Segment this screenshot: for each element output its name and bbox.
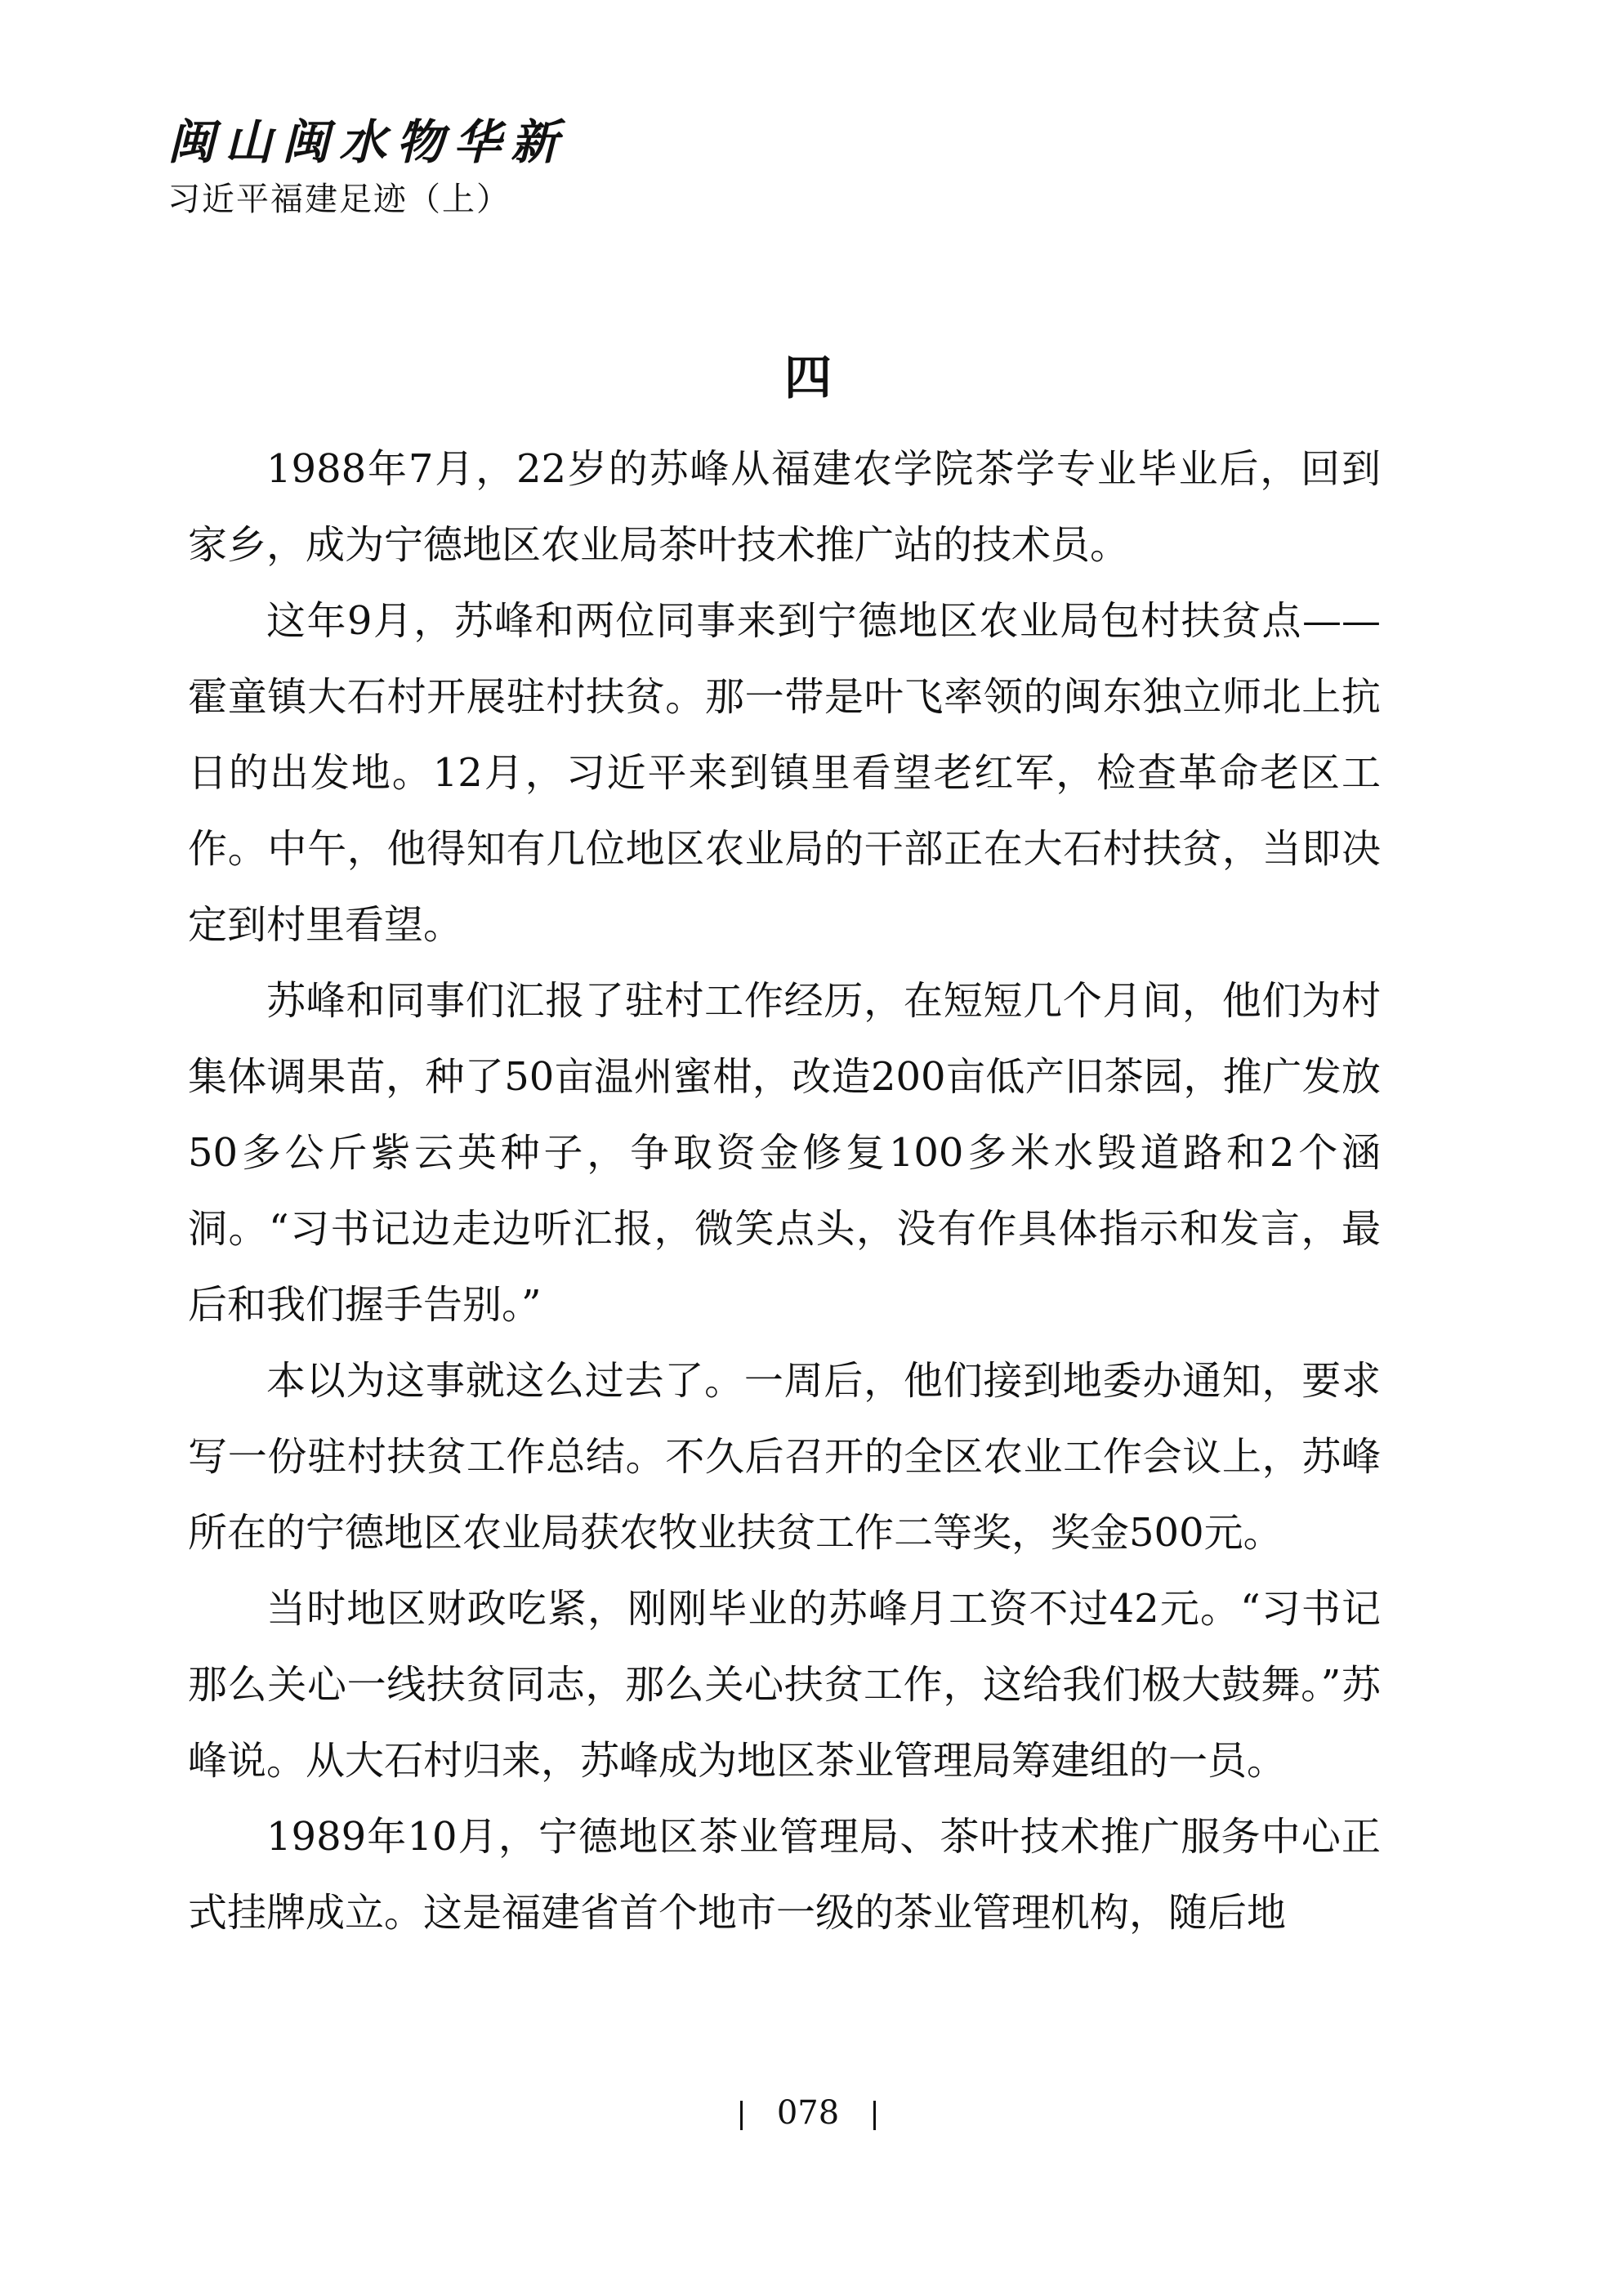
body-text: [188, 431, 1381, 1951]
paragraph: 这年9月，苏峰和两位同事来到宁德地区农业局包村扶贫点——霍童镇大石村开展驻村扶贫。那一带是叶飞率领的闽东独立师北上抗日的出发地。12月，习近平来到镇里看望老红军，检查革命老区工作。中午，他得知有几位地区农业局的干部正在大石村扶贫，当即决定到村里看望。: [188, 598, 1381, 948]
footer-rule-left: [740, 2101, 743, 2130]
running-head: [167, 110, 984, 221]
page-footer: [0, 2088, 1616, 2137]
series-title: 闽山闽水物华新: [167, 114, 569, 170]
paragraph: 1989年10月，宁德地区茶业管理局、茶叶技术推广服务中心正式挂牌成立。这是福建省首个地市一级的茶业管理机构，随后地: [188, 1814, 1381, 1936]
paragraph: 当时地区财政吃紧，刚刚毕业的苏峰月工资不过42元。“习书记那么关心一线扶贫同志，那么关心扶贫工作，这给我们极大鼓舞。”苏峰说。从大石村归来，苏峰成为地区茶业管理局筹建组的一员。: [188, 1586, 1381, 1784]
paragraph: 苏峰和同事们汇报了驻村工作经历，在短短几个月间，他们为村集体调果苗，种了50亩温州蜜柑，改造200亩低产旧茶园，推广发放50多公斤紫云英种子，争取资金修复100多米水毁道路和2个涵洞。“习书记边走边听汇报，微笑点头，没有作具体指示和发言，最后和我们握手告别。”: [188, 978, 1381, 1328]
paragraph: 本以为这事就这么过去了。一周后，他们接到地委办通知，要求写一份驻村扶贫工作总结。不久后召开的全区农业工作会议上，苏峰所在的宁德地区农业局获农牧业扶贫工作二等奖，奖金500元。: [188, 1358, 1381, 1556]
book-subtitle: 习近平福建足迹（上）: [167, 181, 511, 218]
footer-rule-right: [873, 2101, 876, 2130]
section-number: 四: [783, 350, 832, 406]
page-number: 078: [776, 2094, 840, 2132]
paragraph: 1988年7月，22岁的苏峰从福建农学院茶学专业毕业后，回到家乡，成为宁德地区农业局茶叶技术推广站的技术员。: [188, 446, 1381, 568]
